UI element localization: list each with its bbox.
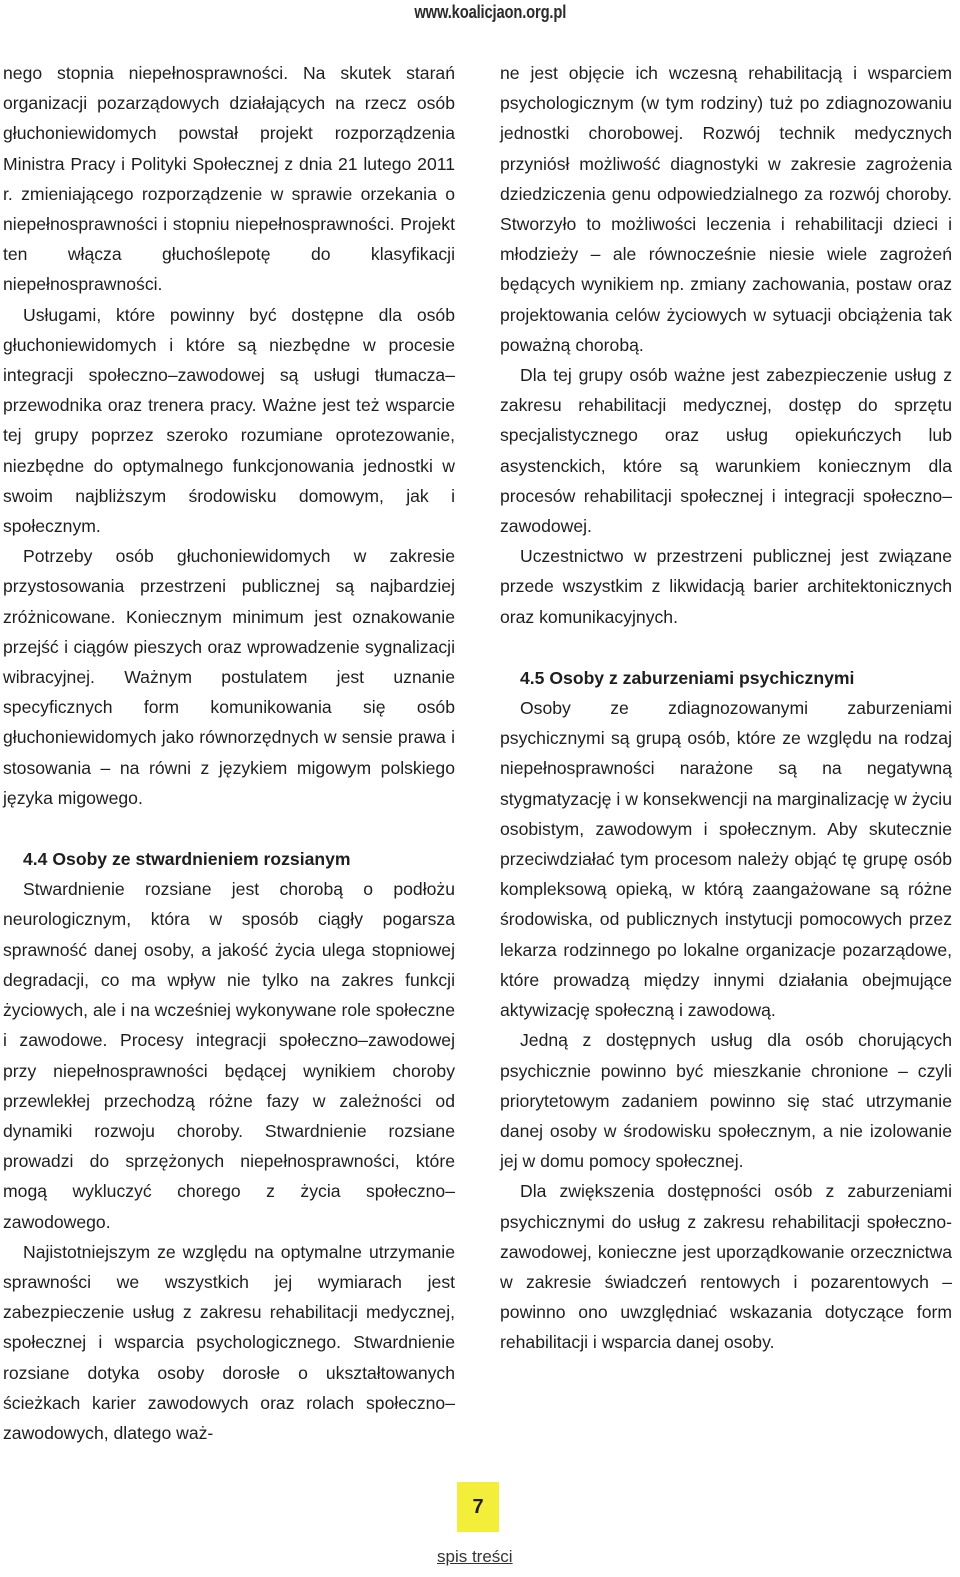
paragraph: Dla zwiększenia dostępności osób z zaburzeniami psychicznymi do usług z zakresu rehabilitacji społeczno-zawodowej, konieczne jest uporządkowanie orzecznictwa w zakresie świadczeń rentowych i pozarentowych – powinno ono uwzględniać wskazania dotyczące form rehabilitacji i wsparcia danej osoby. bbox=[500, 1181, 952, 1353]
paragraph: Jedną z dostępnych usług dla osób chorujących psychicznie powinno być mieszkanie chronione – czyli priorytetowym zadaniem powinno się stać utrzymanie danej osoby w środowisku społecznym, a nie izolowanie jej w domu pomocy społecznej. bbox=[500, 1030, 952, 1172]
paragraph: Uczestnictwo w przestrzeni publicznej jest związane przede wszystkim z likwidacją barier architektonicznych oraz komunikacyjnych. bbox=[500, 546, 952, 627]
paragraph: Najistotniejszym ze względu na optymalne utrzymanie sprawności we wszystkich jej wymiarach jest zabezpieczenie usług z zakresu rehabilitacji medycznej, społecznej i wsparcia psychologicznego. Stwardnienie rozsiane dotyka osoby dorosłe o ukształtowanych ścieżkach karier zawodowych oraz rolach społeczno–zawodowych, dlatego waż- bbox=[3, 1241, 455, 1443]
paragraph: Dla tej grupy osób ważne jest zabezpieczenie usług z zakresu rehabilitacji medycznej, dostęp do sprzętu specjalistycznego oraz usług opiekuńczych lub asystenckich, które są warunkiem koniecznym dla procesów rehabilitacji społecznej i integracji społeczno–zawodowej. bbox=[500, 365, 952, 537]
paragraph: Osoby ze zdiagnozowanymi zaburzeniami psychicznymi są grupą osób, które ze względu na rodzaj niepełnosprawności narażone są na negatywną stygmatyzację i w konsekwencji na marginalizację w życiu osobistym, zawodowym i społecznym. Aby skutecznie przeciwdziałać tym procesom należy objąć tę grupę osób kompleksową opieką, w którą zaangażowane są różne środowiska, od publicznych instytucji pomocowych przez lekarza rodzinnego po lokalne organizacje pozarządowe, które prowadzą między innymi działania obejmujące aktywizację społeczną i zawodową. bbox=[500, 698, 952, 1021]
page-number-badge bbox=[457, 1482, 499, 1532]
page-number: 7 bbox=[472, 1495, 484, 1518]
paragraph: Stwardnienie rozsiane jest chorobą o podłożu neurologicznym, która w sposób ciągły pogarsza sprawność danej osoby, a jakość życia ulega stopniowej degradacji, co ma wpływ nie tylko na zakres funkcji życiowych, ale i na wcześniej wykonywane role społeczne i zawodowe. Procesy integracji społeczno–zawodowej przy niepełnosprawności będącej wynikiem choroby przewlekłej przechodzą różne fazy w zależności od dynamiki rozwoju choroby. Stwardnienie rozsiane prowadzi do sprzężonych niepełnosprawności, które mogą wykluczyć chorego z życia społeczno–zawodowego. bbox=[3, 879, 455, 1232]
paragraph: Potrzeby osób głuchoniewidomych w zakresie przystosowania przestrzeni publicznej są najbardziej zróżnicowane. Koniecznym minimum jest oznakowanie przejść i ciągów pieszych oraz wprowadzenie sygnalizacji wibracyjnej. Ważnym postulatem jest uznanie specyficznych form komunikowania się osób głuchoniewidomych jako równorzędnych w sensie prawa i stosowania – na równi z językiem migowym polskiego języka migowego. bbox=[3, 546, 455, 808]
section-heading: 4.5 Osoby z zaburzeniami psychicznymi bbox=[520, 667, 855, 688]
section-heading: 4.4 Osoby ze stwardnieniem rozsianym bbox=[23, 849, 351, 870]
header-url: www.koalicjaon.org.pl bbox=[414, 2, 566, 22]
table-of-contents-link[interactable]: spis treści bbox=[437, 1547, 513, 1566]
paragraph: Usługami, które powinny być dostępne dla osób głuchoniewidomych i które są niezbędne w procesie integracji społeczno–zawodowej są usługi tłumacza–przewodnika oraz trenera pracy. Ważne jest też wsparcie tej grupy poprzez szeroko rozumiane oprotezowanie, niezbędne do optymalnego funkcjonowania jednostki w swoim najbliższym środowisku domowym, jak i społecznym. bbox=[3, 304, 455, 537]
paragraph: nego stopnia niepełnosprawności. Na skutek starań organizacji pozarządowych działających na rzecz osób głuchoniewidomych powstał projekt rozporządzenia Ministra Pracy i Polityki Społecznej z dnia 21 lutego 2011 r. zmieniającego rozporządzenie w sprawie orzekania o niepełnosprawności i stopniu niepełnosprawności. Projekt ten włącza głuchoślepotę do klasyfikacji niepełnosprawności. bbox=[3, 63, 455, 295]
paragraph: ne jest objęcie ich wczesną rehabilitacją i wsparciem psychologicznym (w tym rodziny) tuż po zdiagnozowaniu jednostki chorobowej. Rozwój technik medycznych przyniósł możliwość diagnostyki w zakresie zagrożenia dziedziczenia genu odpowiedzialnego za rozwój choroby. Stworzyło to możliwości leczenia i rehabilitacji dzieci i młodzieży – ale równocześnie niesie wiele zagrożeń będących wynikiem np. zmiany zachowania, postaw oraz projektowania celów życiowych w sytuacji obciążenia tak poważną chorobą. bbox=[500, 63, 952, 355]
left-column bbox=[3, 58, 455, 1448]
right-column bbox=[500, 58, 952, 1358]
